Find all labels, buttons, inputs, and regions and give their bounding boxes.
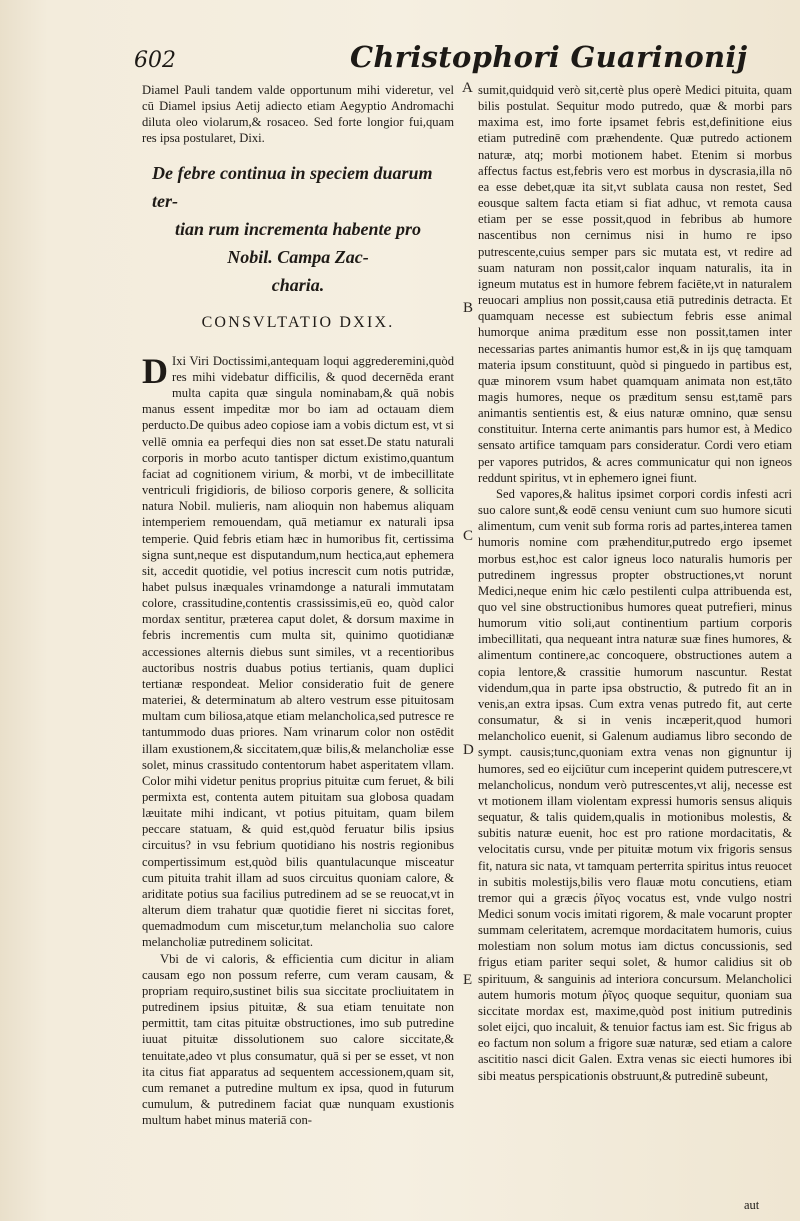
body-paragraph: Sed vapores,& halitus ipsimet corpori cordis infesti acri suo calore sunt,& eodē censu veniunt cum suo humore sicuti alimentum, cum venit sub forma roris ad partes,interea tamen humoris nomine com præhenditur,putredo ergo ipsemet morbus est,hoc est calor igneus loco naturalis humoris per putredinem ingressus propter obstructiones,vt norunt Medici,neque enim hic cælo pestilenti culpa attribuenda est, quo vel sine obstructionibus humores queat putrefieri, minus humorum vitio soli,aut continentium partium corporis imbecillitati, qua nequeant intra naturæ suæ fines humores, & alimentum continere,ac concoquere, obstructiones autem a copia lentore,& crassitie humorum nascuntur. Restat videndum,qua in parte ipsa obstructio, & putredo fit an in venis,an extra ipsas. Cum extra venas putredo fit, aut certe consumatur, & si in venis incæperit,quod humori melancholico euenit, si Galenum audiamus libro secondo de sympt. causis;tunc,quoniam extra venas non gignuntur ij humores, sed eo eijciūtur cum inceperint quidem putrescere,vt melancholicus, nondum verò putrescentes,vt alij, necesse est vt motionem illam violentam expressi humoris sensus aliquis sequatur, & talis quidem,qualis in motionibus molestis, & subitis naturæ euenit, hoc est pro ratione mordacitatis, & velocitatis cursu, vnde per pituitæ motum vix frigoris sensus fit, natura sic nata, vt tamquam perterrita spiritus intus reuocet in subitis molestijs,bilis vero flauæ motu concutiens, etiam tremor qui a græcis ῥῖγος vocatus est, vnde vulgo nostri Medici sonum vocis imitati rigorem, & male vocarunt propter summam celeritatem, acremque mordacitatem humoris, cuius molestiam non solum motus iam dictus concussionis, sed frigus etiam pariter sequi solet, & humor calidius sit ob spirituum, & sanguinis ad interiora concursum. Melancholici autem humoris motum ῥῖγος quoque sequitur, quoniam sua siccitate mordax est, maxime,quòd post initium putredinis solet eijci, quo incaluit, & tenuior factus iam est. Sic frigus ab eo factum non solum a frigore suæ naturæ, sed etiam a calore ascititio nasci dicit Galen. Extra venas sic eiecti humores ibi sibi meatus perspicationis obstruunt,& putredinē subeunt,	[478, 486, 792, 1083]
body-paragraph: sumit,quidquid verò sit,certè plus operè Medici pituita, quam bilis postulat. Sequitur modo putredo, quæ & morbi pars maxima est, imo forte ipsamet febris est,definitione eius etiam putredinē com præhendente. Quæ putredo actionem naturæ, atq; morbi motionem habet. Etenim si morbus affectus factus est,febris vero est morbus in dyscrasia,illa nō ea esse debet,quæ ita sit,vt sublata causa non restet, Sed eousque saltem facta etiam si fiat adhuc, vt remota causa etiam per se esse possit,quod in febribus ab humore nascentibus non cernimus nisi in humo re ipso putrescente,cuius semper pars sic mutata est, vt redire ad suam naturam non possit,calor inquam naturalis, ita in igneum mutatus est in humore febrem faciēte,vt in naturalem reuocari amplius non possit,causa etiā putredinis detracta. Et quamquam necesse est subiectum febris esse animal humorque anima præditum esse non possit,tamen inter necessarias partes animantis humor est,& in ijs quę tamquam materia ipsum constituunt, quòd si pinguedo in partibus est, quæ minorem vsum habet quamquam animata non est,tāto magis humores, neque os præditum sensu est,tamē pars animantis sentientis est, & eius naturæ omnino, quæ sensu constituitur. Interna certe animantis pars humor est, à Medico sensato artifice tamquam pars consideratur. Cordi vero etiam per vapores putridos, & acres communicatur qui non igneos reddunt spiritus, vt in ephemero ignei fiunt.	[478, 83, 792, 485]
right-column	[478, 82, 792, 1084]
title-line: charia.	[271, 274, 325, 295]
consultatio-heading: CONSVLTATIO DXIX.	[201, 313, 395, 331]
closing-dialogue: Diamel Pauli tandem valde opportunum mihi videretur, vel cū Diamel ipsius Aetij adiecto etiam Aegyptio Andromachi diluta oleo violarum,& rosaceo. Sed forte longior fui,quam res ipsa postularet, Dixi.	[142, 83, 454, 146]
margin-letter: A	[462, 80, 473, 96]
running-title: Christophori Guarinonij	[350, 40, 748, 74]
margin-letter: C	[463, 528, 474, 544]
margin-letter: B	[463, 300, 474, 316]
paragraph-text: Ixi Viri Doctissimi,antequam loqui aggrederemini,quòd res mihi videbatur difficilis, & quod decernēda erant multa capita quæ singula nominabam,& quā nobis manus essent impeditæ mor bo iam ad octauam diem perducto.De quibus adeo copiose iam a vobis dictum est, vt si vellē omnia ea perfequi dies non sat esset.De statu naturali corporis in morbo acuto tantisper dictum existimo,quantum faciat ad cognitionem virium, & morbi, vt de imbecillitate ventriculi frigidioris, de bilioso corporis genere, & sollicita natura Nobil. mulieris, nam alioquin non habemus aliquam intemperiem remouendam, quā metiamur ex naturali ipsa temperie. Quid febris etiam hæc in humoribus fit, certissima signa sunt,neque est disputandum,num hectica,aut ephemera sit, accedit quotidie, vel potius increscit cum notis putridæ, habet pulsus inæquales vrinamdonge a naturali immutatam colore, crassitudine,contentis crassissimis,eū eo, quòd calor mordax sentitur, præterea caput dolet, & dorsum maxime in febris incrementis cum multa sit, quinimo quotidianæ accessiones alternis diebus sunt similes, vt a recentioribus auctoribus nostris duabus potius tertianis, quam duplici tertianæ respondeat. Melior consideratio fuit de genere materiei, & determinatum ab altero vestrum esse pituitosam multam cum biliosa,atque etiam melancholica,sed putresce re tantummodo duas priores. Nam vrinarum color non ostēdit illam exustionem,& siccitatem,quæ bilis,& melancholiæ esse solet, minus crassitudo contentorum habet asperitatem vllam. Color mihi videtur penitus proprius pituitæ cum feruet, & bili permixta est, contenta autem pituitam sua globosa quadam læuitate mihi indicant, vt potius pituitam, quam bilem peccare statuam, & quid est,quòd feruatur bilis ipsius circuitus? in vsu febrium quotidiano his nostris regionibus compertissimum est,quòd bilis quantulacunque misceatur cum pituita trahit illam ad suos circuitus quoniam calore, & ariditate potius sua facilius putredinem ad se se reuocat,vt in alterum diem trahatur quæ quotidie fieret ni siccitas foret, quemadmodum cum miscetur,tum melancholia suo calore melancholiæ putredinem solicitat.	[142, 353, 454, 950]
drop-cap: D	[142, 350, 168, 391]
page-header	[134, 36, 774, 76]
title-line: De febre continua in speciem duarum ter-	[152, 162, 433, 211]
body-paragraph	[142, 350, 454, 951]
title-line: tian rum incrementa habente pro	[174, 218, 422, 239]
page-number: 602	[134, 48, 176, 73]
section-title	[142, 159, 454, 299]
body-paragraph: Vbi de vi caloris, & efficientia cum dicitur in aliam causam ego non possum referre, cum veram causam, & propriam requiro,sustinet bilis sua siccitate procliuitatem in putredinem ipsius pituitæ, & sua etiam tenuitate non permittit, tam citas pituitæ obstructiones, imo sub putredine iuuat pituitæ dissolutionem suo calore siccitate,& tenuitate,adeo vt plus consumatur, quā si per se esset, vt non ita citus fiat apparatus ad sequentem accessionem,quam sit, cum remanet a putredine multum ex ipsa, quod in futurum cumulum, & putredinem faciat quæ nunquam exustionis multum habet minus materiā con-	[142, 951, 454, 1128]
margin-letter: D	[463, 742, 474, 758]
catchword: aut	[744, 1198, 760, 1212]
margin-letter: E	[463, 972, 473, 988]
title-line: Nobil. Campa Zac-	[227, 246, 369, 267]
left-column	[142, 82, 454, 1128]
